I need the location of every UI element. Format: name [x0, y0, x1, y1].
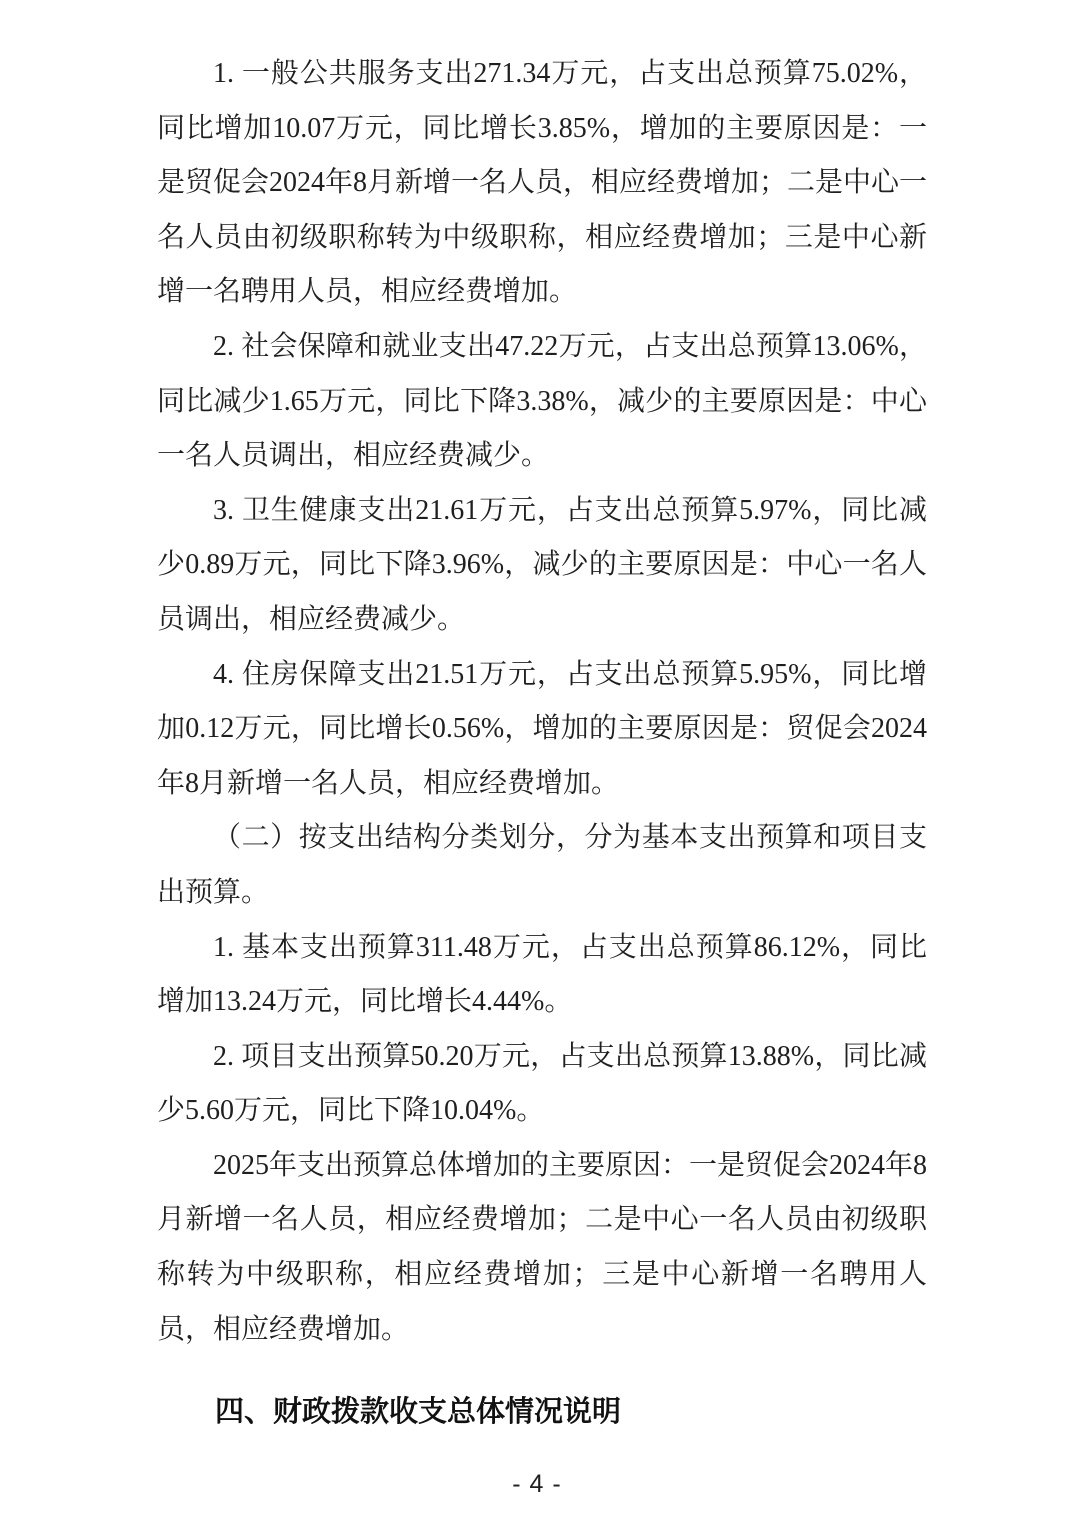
paragraph-housing-security-expense: 4. 住房保障支出21.51万元，占支出总预算5.95%，同比增加0.12万元，同比增长0.56%，增加的主要原因是：贸促会2024年8月新增一名人员，相应经费增加。	[157, 658, 927, 799]
paragraph-general-public-services-expense: 1. 一般公共服务支出271.34万元，占支出总预算75.02%，同比增加10.07万元，同比增长3.85%，增加的主要原因是：一是贸促会2024年8月新增一名人员，相应经费增加；二是中心一名人员由初级职称转为中级职称，相应经费增加；三是中心新增一名聘用人员，相应经费增加。	[157, 58, 928, 308]
page-footer	[0, 1470, 1074, 1499]
paragraph-social-security-employment-expense: 2. 社会保障和就业支出47.22万元，占支出总预算13.06%，同比减少1.65万元，同比下降3.38%，减少的主要原因是：中心一名人员调出，相应经费减少。	[157, 330, 927, 472]
paragraph-health-expense: 3. 卫生健康支出21.61万元，占支出总预算5.97%，同比减少0.89万元，同比下降3.96%，减少的主要原因是：中心一名人员调出，相应经费减少。	[157, 494, 927, 635]
page-number: - 4 -	[512, 1470, 562, 1498]
paragraph-2025-budget-increase-reasons: 2025年支出预算总体增加的主要原因：一是贸促会2024年8月新增一名人员，相应经费增加；二是中心一名人员由初级职称转为中级职称，相应经费增加；三是中心新增一名聘用人员，相应经费增加。	[157, 1149, 928, 1345]
paragraph-basic-expense-budget: 1. 基本支出预算311.48万元，占支出总预算86.12%，同比增加13.24万元，同比增长4.44%。	[157, 931, 927, 1018]
document-body	[157, 47, 927, 1440]
paragraph-expense-structure-classification: （二）按支出结构分类划分，分为基本支出预算和项目支出预算。	[157, 822, 927, 908]
paragraph-project-expense-budget: 2. 项目支出预算50.20万元，占支出总预算13.88%，同比减少5.60万元，同比下降10.04%。	[157, 1040, 927, 1127]
section-heading-fiscal-appropriation-overview: 四、财政拨款收支总体情况说明	[215, 1396, 622, 1429]
